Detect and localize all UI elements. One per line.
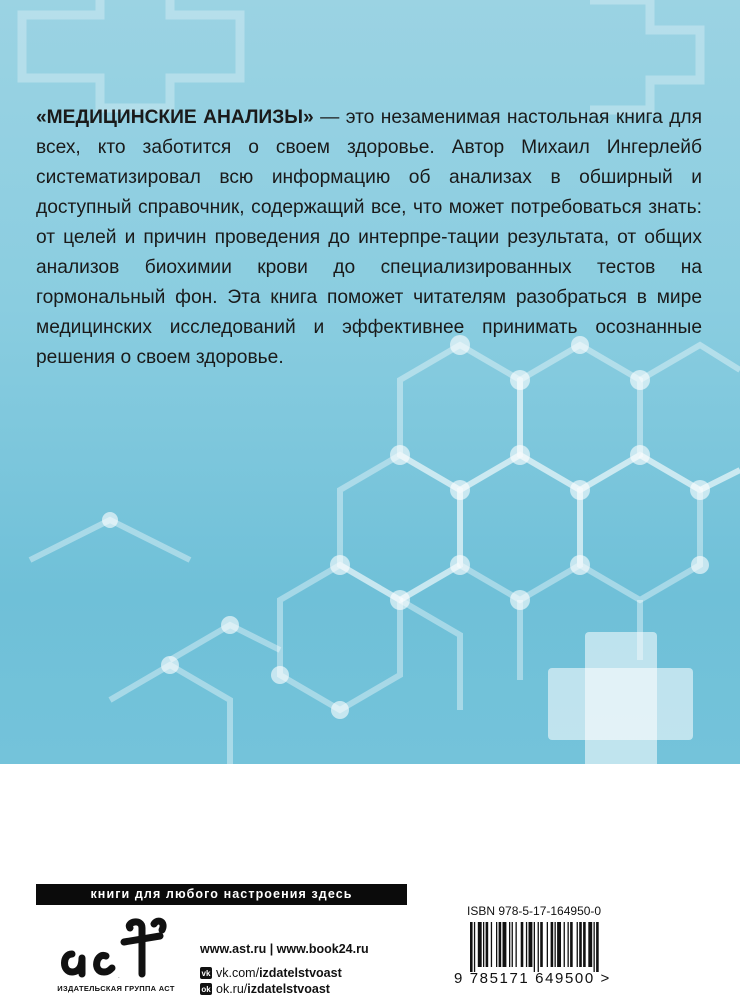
barcode-bar xyxy=(570,922,573,967)
barcode-bar xyxy=(538,922,539,972)
ok-handle: izdatelstvoast xyxy=(247,982,330,996)
barcode-bar xyxy=(503,922,507,967)
book-title: «МЕДИЦИНСКИЕ АНАЛИЗЫ» xyxy=(36,107,314,128)
vk-icon: vk xyxy=(201,968,211,978)
barcode-bar xyxy=(474,922,475,972)
barcode-bar xyxy=(594,922,595,972)
barcode-digits: 9 785171 649500 > xyxy=(454,970,611,987)
barcode-bar xyxy=(521,922,524,967)
ok-prefix: ok.ru/ xyxy=(216,982,248,996)
barcode-bar xyxy=(557,922,561,967)
barcode-bar xyxy=(579,922,582,967)
barcode-bar xyxy=(588,922,592,967)
ok-icon: ok xyxy=(201,984,211,994)
publisher-name: ИЗДАТЕЛЬСКАЯ ГРУППА АСТ xyxy=(57,984,175,993)
barcode-bar xyxy=(577,922,578,967)
barcode-bar xyxy=(516,922,517,967)
barcode-graphic xyxy=(470,922,700,972)
barcode-bar xyxy=(534,922,535,972)
barcode-bar xyxy=(564,922,565,967)
barcode-bar xyxy=(499,922,502,967)
barcode-bar xyxy=(486,922,489,967)
barcode-bar xyxy=(551,922,554,967)
tagline-bar: книги для любого настроения здесь xyxy=(36,884,407,905)
logo-text: аст xyxy=(118,978,120,979)
ast-logo xyxy=(58,914,178,980)
barcode-bar xyxy=(555,922,556,967)
book-description xyxy=(36,103,702,373)
barcode-bar xyxy=(526,922,527,967)
barcode-bar xyxy=(483,922,484,967)
barcode-bar xyxy=(596,922,599,972)
vk-prefix: vk.com/ xyxy=(216,966,260,980)
vk-handle: izdatelstvoast xyxy=(259,966,342,980)
barcode-bar xyxy=(470,922,473,972)
barcode-bar xyxy=(568,922,569,967)
isbn-label: ISBN 978-5-17-164950-0 xyxy=(467,904,602,918)
barcode-bar xyxy=(496,922,497,967)
barcode-bar xyxy=(478,922,482,967)
vk-link[interactable] xyxy=(200,966,342,980)
barcode-bar xyxy=(540,922,543,967)
barcode-bar xyxy=(583,922,586,967)
website-links[interactable]: www.ast.ru | www.book24.ru xyxy=(200,942,369,956)
description-text: — это незаменимая настольная книга для всех, кто заботится о своем здоровье. Автор Михаил Ингерлейб систематизировал всю информацию об анализах в обширный и доступный справочник, содержащий все, что может потребоваться знать: от целей и причин проведения до интерпре-тации результата, от общих анализов биохимии крови до специализированных тестов на гормональный фон. Эта книга поможет читателям разобраться в мире медицинских исследований и эффективнее принимать осознанные решения о своем здоровье. xyxy=(36,107,702,368)
barcode-bar xyxy=(491,922,492,967)
barcode-bar xyxy=(529,922,533,967)
ok-link[interactable] xyxy=(200,982,330,996)
barcode-bar xyxy=(509,922,510,967)
barcode-bar xyxy=(512,922,513,967)
barcode-bar xyxy=(547,922,548,967)
